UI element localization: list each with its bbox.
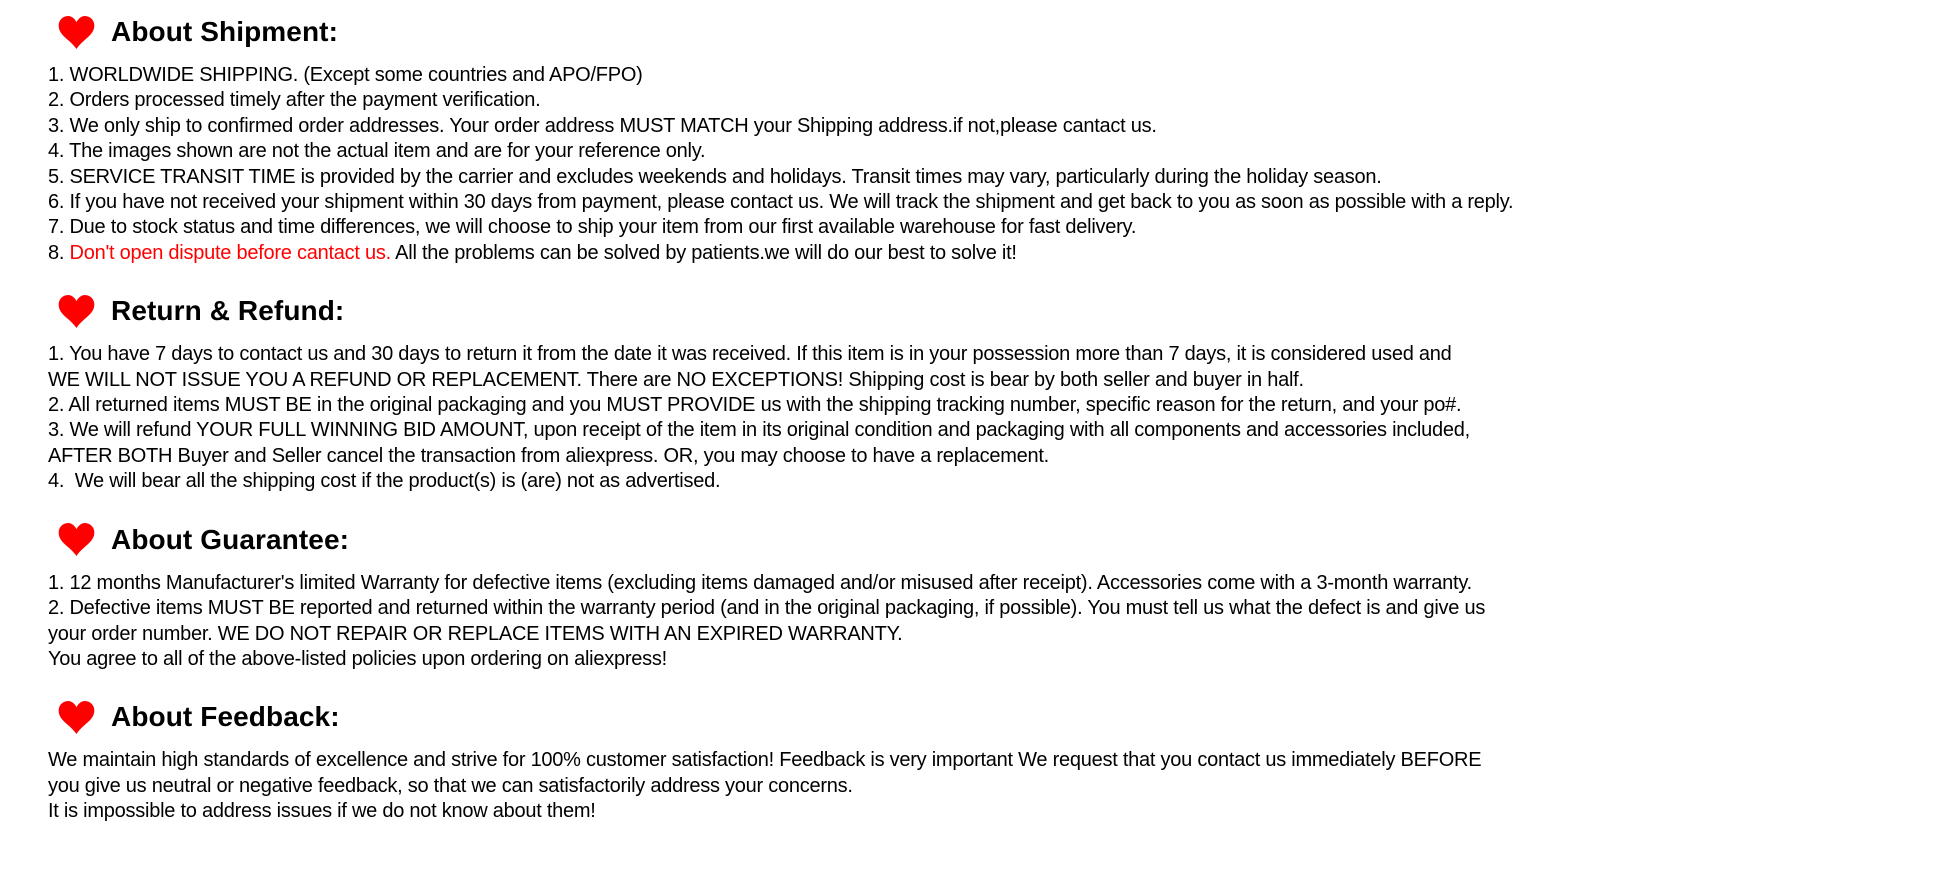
section-body	[48, 571, 1916, 673]
text-segment: AFTER BOTH Buyer and Seller cancel the transaction from aliexpress. OR, you may choose to have a replacement.	[48, 444, 1049, 467]
section-title: About Feedback:	[111, 701, 340, 733]
text-segment: All the problems can be solved by patients.we will do our best to solve it!	[390, 241, 1017, 264]
text-segment: It is impossible to address issues if we do not know about them!	[48, 800, 596, 823]
section-title: About Shipment:	[111, 16, 339, 47]
section-heading-row	[58, 291, 1916, 331]
section-about-shipment	[48, 12, 1916, 266]
policy-line	[48, 418, 1916, 443]
text-segment: 8.	[48, 241, 70, 264]
section-heading-row	[58, 697, 1916, 737]
text-segment: 2. All returned items MUST BE in the original packaging and you MUST PROVIDE us with the shipping tracking number, specific reason for the return, and your po#.	[48, 394, 1462, 417]
text-segment: WE WILL NOT ISSUE YOU A REFUND OR REPLACEMENT. There are NO EXCEPTIONS! Shipping cost is bear by both seller and buyer in half.	[48, 368, 1304, 391]
policy-line	[48, 190, 1916, 215]
text-segment: your order number. WE DO NOT REPAIR OR REPLACE ITEMS WITH AN EXPIRED WARRANTY.	[48, 622, 903, 645]
text-segment: you give us neutral or negative feedback, so that we can satisfactorily address your concerns.	[48, 774, 853, 797]
text-segment: 1. WORLDWIDE SHIPPING. (Except some countries and APO/FPO)	[48, 64, 643, 86]
policy-line	[48, 469, 1916, 494]
policy-line	[48, 647, 1916, 672]
heart-icon	[58, 523, 95, 556]
policy-line	[48, 774, 1916, 799]
heart-icon	[58, 701, 95, 734]
text-segment: 2. Orders processed timely after the payment verification.	[48, 89, 541, 112]
policy-line	[48, 596, 1916, 621]
policy-line	[48, 368, 1916, 393]
text-segment: 1. You have 7 days to contact us and 30 days to return it from the date it was received. If this item is in your possession more than 7 days, it is considered used and	[48, 343, 1452, 366]
policy-line	[48, 393, 1916, 418]
policy-line	[48, 165, 1916, 190]
heart-icon	[58, 16, 95, 49]
text-segment: You agree to all of the above-listed policies upon ordering on aliexpress!	[48, 647, 667, 670]
policy-line	[48, 215, 1916, 240]
policy-line	[48, 748, 1916, 773]
section-body	[48, 748, 1916, 824]
section-about-feedback	[48, 697, 1916, 824]
policy-line	[48, 88, 1916, 113]
text-segment: 3. We only ship to confirmed order addresses. Your order address MUST MATCH your Shipping address.if not,please cantact us.	[48, 114, 1157, 137]
section-heading-row	[58, 520, 1916, 560]
text-segment: 4. We will bear all the shipping cost if the product(s) is (are) not as advertised.	[48, 470, 721, 493]
policy-line	[48, 571, 1916, 596]
section-title: Return & Refund:	[111, 295, 345, 327]
policy-line	[48, 63, 1916, 88]
text-segment: 3. We will refund YOUR FULL WINNING BID AMOUNT, upon receipt of the item in its original condition and packaging with all components and accessories included,	[48, 419, 1470, 442]
section-return-refund	[48, 291, 1916, 494]
text-segment: 4. The images shown are not the actual item and are for your reference only.	[48, 140, 706, 163]
text-segment: 2. Defective items MUST BE reported and returned within the warranty period (and in the original packaging, if possible). You must tell us what the defect is and give us	[48, 597, 1486, 620]
policy-line	[48, 799, 1916, 824]
text-segment: 7. Due to stock status and time differences, we will choose to ship your item from our first available warehouse for fast delivery.	[48, 216, 1137, 239]
policy-line	[48, 622, 1916, 647]
policy-line	[48, 114, 1916, 139]
section-title: About Guarantee:	[111, 523, 350, 555]
section-about-guarantee	[48, 520, 1916, 673]
text-segment: 5. SERVICE TRANSIT TIME is provided by the carrier and excludes weekends and holidays. Transit times may vary, particularly during the holiday season.	[48, 165, 1382, 188]
section-body	[48, 342, 1916, 494]
policy-line	[48, 139, 1916, 164]
red-warning-text: Don't open dispute before cantact us.	[69, 241, 391, 264]
policy-line	[48, 444, 1916, 469]
section-heading-row	[58, 12, 1916, 52]
policy-line	[48, 342, 1916, 367]
policy-line	[48, 241, 1916, 266]
text-segment: 6. If you have not received your shipment within 30 days from payment, please contact us. We will track the shipment and get back to you as soon as possible with a reply.	[48, 191, 1514, 214]
section-body	[48, 63, 1916, 266]
text-segment: We maintain high standards of excellence and strive for 100% customer satisfaction! Feedback is very important We request that you contact us immediately BEFORE	[48, 749, 1482, 772]
heart-icon	[58, 295, 95, 328]
text-segment: 1. 12 months Manufacturer's limited Warranty for defective items (excluding items damaged and/or misused after receipt). Accessories come with a 3-month warranty.	[48, 571, 1472, 594]
